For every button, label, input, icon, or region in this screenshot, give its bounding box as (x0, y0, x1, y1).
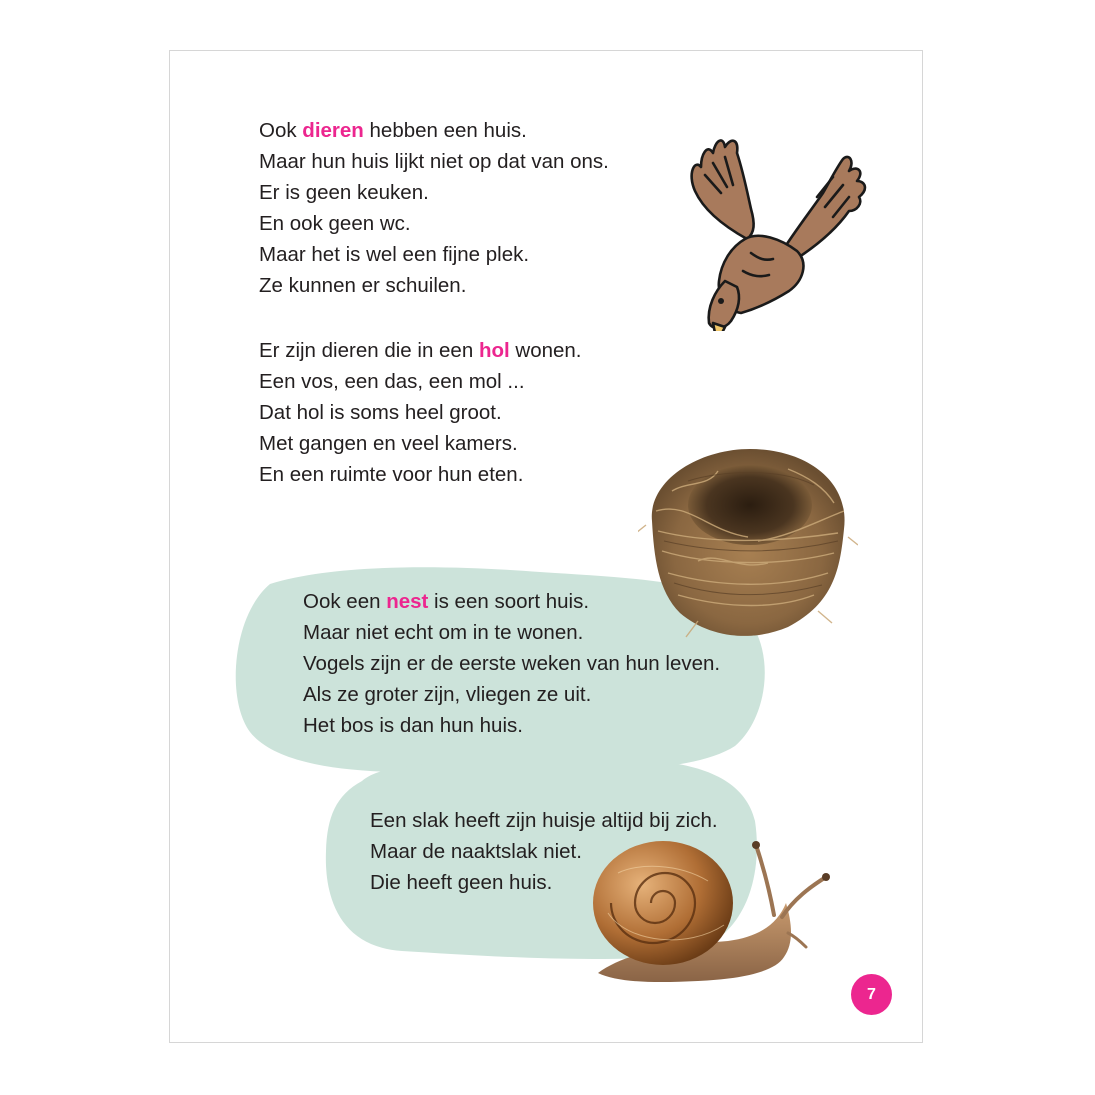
text-line: Met gangen en veel kamers. (259, 432, 518, 455)
paragraph-hol (259, 335, 582, 490)
text-line: Maar het is wel een fijne plek. (259, 243, 530, 266)
highlighted-word: hol (478, 339, 510, 362)
text-line: Ook een nest is een soort huis. (303, 590, 590, 613)
text-line: Vogels zijn er de eerste weken van hun leven. (303, 652, 721, 675)
snail-photo (588, 833, 833, 983)
bird-eye-icon (718, 298, 724, 304)
text-line: Die heeft geen huis. (370, 871, 553, 894)
text-line: En ook geen wc. (259, 212, 411, 235)
text-line: Ze kunnen er schuilen. (259, 274, 467, 297)
bird-illustration (685, 131, 875, 331)
highlighted-word: dieren (302, 119, 364, 142)
highlighted-word: nest (386, 590, 429, 613)
text-line: Als ze groter zijn, vliegen ze uit. (303, 683, 592, 706)
text-line: Een slak heeft zijn huisje altijd bij zich. (370, 809, 718, 832)
text-line: Een vos, een das, een mol ... (259, 370, 525, 393)
text-line: Er zijn dieren die in een hol wonen. (259, 339, 582, 362)
text-line: En een ruimte voor hun eten. (259, 463, 524, 486)
text-line: Maar de naaktslak niet. (370, 840, 582, 863)
paragraph-intro (259, 115, 609, 301)
text-line: Er is geen keuken. (259, 181, 429, 204)
text-line: Ook dieren hebben een huis. (259, 119, 527, 142)
text-line: Het bos is dan hun huis. (303, 714, 523, 737)
page-number-badge (851, 974, 892, 1015)
text-line: Maar hun huis lijkt niet op dat van ons. (259, 150, 609, 173)
text-line: Dat hol is soms heel groot. (259, 401, 502, 424)
book-page (169, 50, 923, 1043)
text-line: Maar niet echt om in te wonen. (303, 621, 584, 644)
nest-photo (638, 441, 858, 641)
page-number: 7 (867, 985, 876, 1003)
